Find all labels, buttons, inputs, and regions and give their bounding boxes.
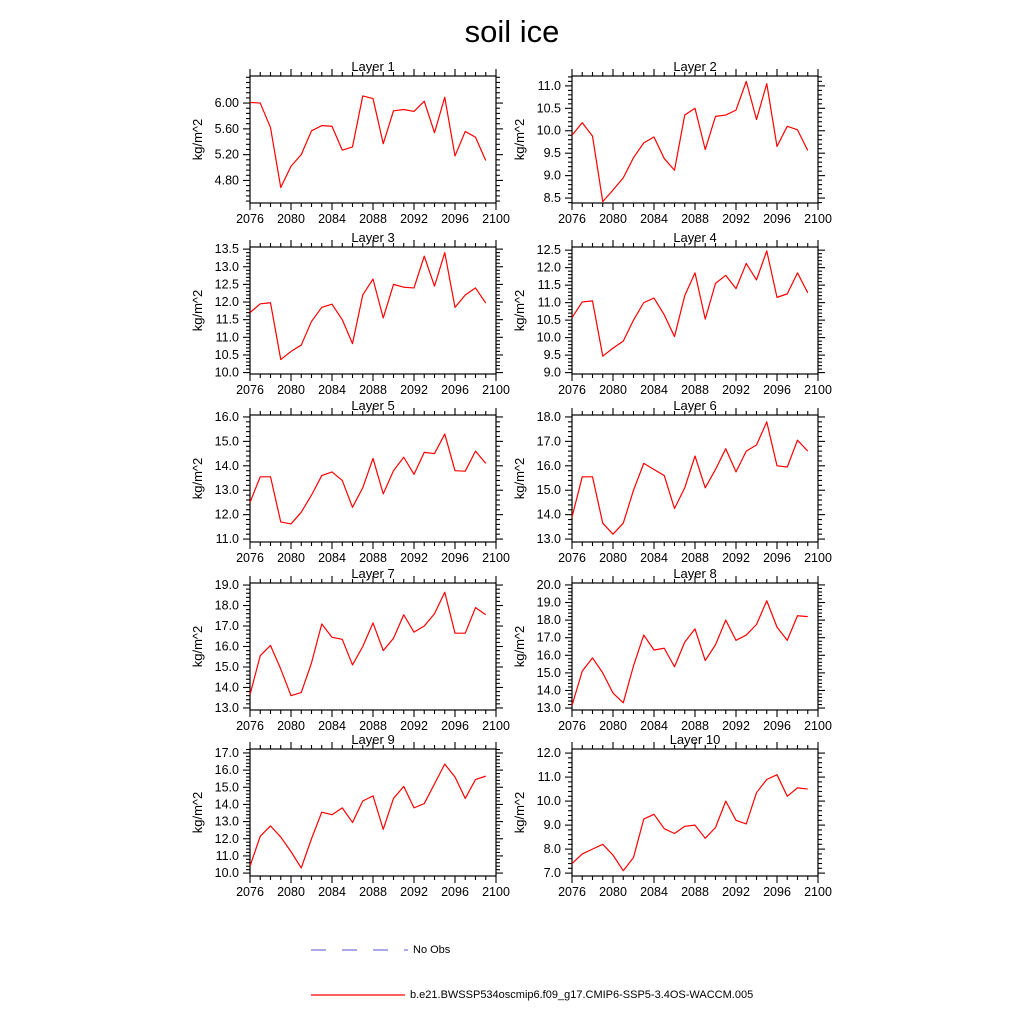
page-title: soil ice — [464, 14, 560, 49]
y-tick-label: 15.0 — [536, 665, 561, 680]
x-tick-label: 2100 — [804, 383, 832, 397]
x-tick-label: 2084 — [318, 212, 346, 226]
x-tick-label: 2080 — [599, 212, 627, 226]
y-tick-label: 13.0 — [536, 532, 561, 547]
y-tick-label: 19.0 — [214, 578, 239, 593]
layer-chart-svg — [502, 728, 848, 928]
y-tick-label: 6.00 — [214, 96, 239, 111]
soil-ice-series-line — [250, 434, 486, 524]
y-tick-label: 8.0 — [543, 842, 561, 857]
x-tick-label: 2096 — [441, 719, 469, 733]
y-tick-label: 12.0 — [536, 260, 561, 275]
plot-frame — [572, 583, 818, 710]
panel-title: Layer 8 — [673, 566, 717, 581]
x-tick-label: 2080 — [277, 885, 305, 899]
layer-chart-svg — [180, 55, 526, 255]
y-tick-label: 10.0 — [536, 794, 561, 809]
panel-title: Layer 2 — [673, 59, 717, 74]
y-tick-label: 15.0 — [214, 659, 239, 674]
y-tick-label: 12.0 — [536, 746, 561, 761]
chart-panel-layer-10 — [502, 728, 848, 928]
x-tick-label: 2076 — [558, 551, 586, 565]
x-tick-label: 2088 — [681, 885, 709, 899]
y-tick-label: 16.0 — [214, 639, 239, 654]
x-tick-label: 2084 — [318, 885, 346, 899]
y-tick-label: 13.0 — [536, 701, 561, 716]
x-tick-label: 2076 — [236, 719, 264, 733]
y-tick-label: 11.0 — [537, 78, 561, 93]
y-axis-unit-label: kg/m^2 — [190, 791, 205, 834]
y-tick-label: 13.5 — [214, 242, 239, 257]
layer-chart-svg — [502, 55, 848, 258]
y-tick-label: 10.5 — [536, 313, 561, 328]
y-tick-label: 20.0 — [536, 577, 561, 592]
x-tick-label: 2088 — [359, 383, 387, 397]
y-tick-label: 16.0 — [536, 458, 561, 473]
y-tick-label: 14.0 — [536, 683, 561, 698]
x-tick-label: 2076 — [558, 885, 586, 899]
y-tick-label: 7.0 — [543, 866, 561, 881]
y-axis-unit-label: kg/m^2 — [512, 457, 527, 500]
x-tick-label: 2088 — [359, 885, 387, 899]
soil-ice-series-line — [572, 251, 808, 356]
soil-ice-series-line — [250, 592, 486, 695]
x-tick-label: 2100 — [804, 212, 832, 226]
x-tick-label: 2096 — [763, 885, 791, 899]
x-tick-label: 2080 — [599, 719, 627, 733]
x-tick-label: 2080 — [277, 212, 305, 226]
x-tick-label: 2084 — [318, 719, 346, 733]
y-axis-unit-label: kg/m^2 — [512, 118, 527, 161]
soil-ice-series-line — [572, 775, 808, 871]
series-solid-line — [311, 988, 405, 1002]
x-tick-label: 2076 — [236, 383, 264, 397]
x-tick-label: 2092 — [400, 383, 428, 397]
y-tick-label: 8.5 — [543, 191, 561, 206]
y-tick-label: 17.0 — [214, 745, 239, 760]
plot-frame — [250, 749, 496, 876]
x-tick-label: 2084 — [640, 383, 668, 397]
y-axis-unit-label: kg/m^2 — [512, 625, 527, 668]
panel-title: Layer 6 — [673, 398, 717, 413]
x-tick-label: 2096 — [441, 885, 469, 899]
soil-ice-series-line — [572, 601, 808, 706]
chart-panel-layer-9 — [180, 728, 526, 928]
y-tick-label: 15.0 — [214, 434, 239, 449]
panel-title: Layer 1 — [351, 59, 395, 74]
plot-frame — [250, 76, 496, 203]
x-tick-label: 2092 — [722, 551, 750, 565]
x-tick-label: 2092 — [722, 383, 750, 397]
y-tick-label: 13.0 — [214, 814, 239, 829]
y-tick-label: 18.0 — [536, 613, 561, 628]
soil-ice-series-line — [250, 96, 486, 188]
x-tick-label: 2080 — [599, 551, 627, 565]
plot-frame — [572, 247, 818, 374]
legend-item-series — [311, 988, 753, 1002]
x-tick-label: 2084 — [318, 551, 346, 565]
x-tick-label: 2092 — [722, 885, 750, 899]
x-tick-label: 2088 — [681, 383, 709, 397]
plot-frame — [250, 583, 496, 710]
plot-frame — [572, 415, 818, 542]
y-tick-label: 14.0 — [536, 507, 561, 522]
x-tick-label: 2092 — [722, 212, 750, 226]
x-tick-label: 2088 — [681, 719, 709, 733]
x-tick-label: 2100 — [482, 551, 510, 565]
chart-panel-layer-1 — [180, 55, 526, 255]
x-tick-label: 2076 — [236, 551, 264, 565]
x-tick-label: 2092 — [722, 719, 750, 733]
y-axis-unit-label: kg/m^2 — [190, 457, 205, 500]
x-tick-label: 2088 — [359, 212, 387, 226]
soil-ice-series-line — [572, 81, 808, 201]
legend-item-no-obs — [311, 943, 450, 957]
y-tick-label: 12.0 — [214, 295, 239, 310]
y-tick-label: 11.5 — [215, 312, 239, 327]
x-tick-label: 2100 — [482, 719, 510, 733]
x-tick-label: 2096 — [441, 551, 469, 565]
y-tick-label: 9.5 — [543, 348, 561, 363]
y-tick-label: 12.5 — [536, 243, 561, 258]
no-obs-legend-label: No Obs — [413, 944, 451, 956]
x-tick-label: 2100 — [482, 885, 510, 899]
x-tick-label: 2092 — [400, 719, 428, 733]
x-tick-label: 2100 — [804, 551, 832, 565]
y-tick-label: 17.0 — [214, 619, 239, 634]
x-tick-label: 2088 — [359, 551, 387, 565]
x-tick-label: 2096 — [763, 551, 791, 565]
y-tick-label: 12.0 — [214, 507, 239, 522]
x-tick-label: 2088 — [359, 719, 387, 733]
y-tick-label: 18.0 — [214, 598, 239, 613]
y-tick-label: 11.5 — [537, 278, 561, 293]
panel-title: Layer 5 — [351, 398, 395, 413]
y-tick-label: 9.5 — [543, 146, 561, 161]
y-tick-label: 9.0 — [543, 818, 561, 833]
y-tick-label: 16.0 — [536, 648, 561, 663]
y-tick-label: 11.0 — [537, 295, 561, 310]
y-tick-label: 10.5 — [536, 101, 561, 116]
y-axis-unit-label: kg/m^2 — [512, 791, 527, 834]
y-axis-unit-label: kg/m^2 — [190, 625, 205, 668]
x-tick-label: 2084 — [640, 551, 668, 565]
panel-title: Layer 7 — [351, 566, 395, 581]
y-tick-label: 11.0 — [537, 770, 561, 785]
chart-panel-layer-2 — [502, 55, 848, 258]
y-tick-label: 15.0 — [536, 483, 561, 498]
y-tick-label: 11.0 — [215, 330, 239, 345]
x-tick-label: 2080 — [277, 551, 305, 565]
plot-frame — [572, 749, 818, 876]
y-tick-label: 4.80 — [214, 173, 239, 188]
y-tick-label: 11.0 — [215, 848, 239, 863]
x-tick-label: 2100 — [804, 885, 832, 899]
x-tick-label: 2084 — [318, 383, 346, 397]
y-tick-label: 16.0 — [214, 763, 239, 778]
y-tick-label: 10.5 — [214, 347, 239, 362]
x-tick-label: 2080 — [277, 383, 305, 397]
y-tick-label: 13.0 — [214, 483, 239, 498]
x-tick-label: 2084 — [640, 885, 668, 899]
soil-ice-series-line — [250, 764, 486, 868]
y-tick-label: 12.5 — [214, 277, 239, 292]
x-tick-label: 2088 — [681, 212, 709, 226]
x-tick-label: 2096 — [441, 383, 469, 397]
x-tick-label: 2100 — [482, 383, 510, 397]
y-tick-label: 14.0 — [214, 680, 239, 695]
x-tick-label: 2092 — [400, 212, 428, 226]
x-tick-label: 2080 — [599, 383, 627, 397]
y-tick-label: 18.0 — [536, 409, 561, 424]
series-legend-label: b.e21.BWSSP534oscmip6.f09_g17.CMIP6-SSP5-3.4OS-WACCM.005 — [410, 989, 754, 1001]
y-tick-label: 17.0 — [536, 434, 561, 449]
y-tick-label: 16.0 — [214, 409, 239, 424]
x-tick-label: 2100 — [804, 719, 832, 733]
x-tick-label: 2092 — [400, 551, 428, 565]
y-tick-label: 10.0 — [214, 866, 239, 881]
panel-title: Layer 3 — [351, 230, 395, 245]
y-tick-label: 9.0 — [543, 168, 561, 183]
panel-title: Layer 9 — [351, 732, 395, 747]
x-tick-label: 2096 — [763, 383, 791, 397]
y-tick-label: 13.0 — [214, 259, 239, 274]
y-tick-label: 9.0 — [543, 365, 561, 380]
x-tick-label: 2076 — [236, 212, 264, 226]
y-tick-label: 12.0 — [214, 831, 239, 846]
no-obs-dashed-line — [311, 943, 408, 957]
y-axis-unit-label: kg/m^2 — [190, 289, 205, 332]
y-tick-label: 10.0 — [536, 123, 561, 138]
x-tick-label: 2076 — [236, 885, 264, 899]
x-tick-label: 2088 — [681, 551, 709, 565]
x-tick-label: 2096 — [441, 212, 469, 226]
y-tick-label: 19.0 — [536, 595, 561, 610]
x-tick-label: 2096 — [763, 719, 791, 733]
panel-title: Layer 10 — [669, 732, 721, 747]
x-tick-label: 2076 — [558, 383, 586, 397]
y-tick-label: 14.0 — [214, 458, 239, 473]
x-tick-label: 2096 — [763, 212, 791, 226]
y-tick-label: 10.0 — [536, 330, 561, 345]
x-tick-label: 2076 — [558, 212, 586, 226]
y-tick-label: 15.0 — [214, 780, 239, 795]
soil-ice-series-line — [250, 253, 486, 360]
y-tick-label: 14.0 — [214, 797, 239, 812]
x-tick-label: 2080 — [599, 885, 627, 899]
y-tick-label: 5.20 — [214, 147, 239, 162]
x-tick-label: 2084 — [640, 719, 668, 733]
x-tick-label: 2080 — [277, 719, 305, 733]
y-tick-label: 11.0 — [215, 532, 239, 547]
y-tick-label: 5.60 — [214, 121, 239, 136]
x-tick-label: 2092 — [400, 885, 428, 899]
panel-title: Layer 4 — [673, 230, 717, 245]
y-tick-label: 13.0 — [214, 700, 239, 715]
x-tick-label: 2084 — [640, 212, 668, 226]
y-axis-unit-label: kg/m^2 — [190, 118, 205, 161]
x-tick-label: 2076 — [558, 719, 586, 733]
y-tick-label: 17.0 — [536, 630, 561, 645]
layer-chart-svg — [180, 728, 526, 928]
x-tick-label: 2100 — [482, 212, 510, 226]
y-axis-unit-label: kg/m^2 — [512, 289, 527, 332]
y-tick-label: 10.0 — [214, 365, 239, 380]
soil-ice-series-line — [572, 422, 808, 534]
